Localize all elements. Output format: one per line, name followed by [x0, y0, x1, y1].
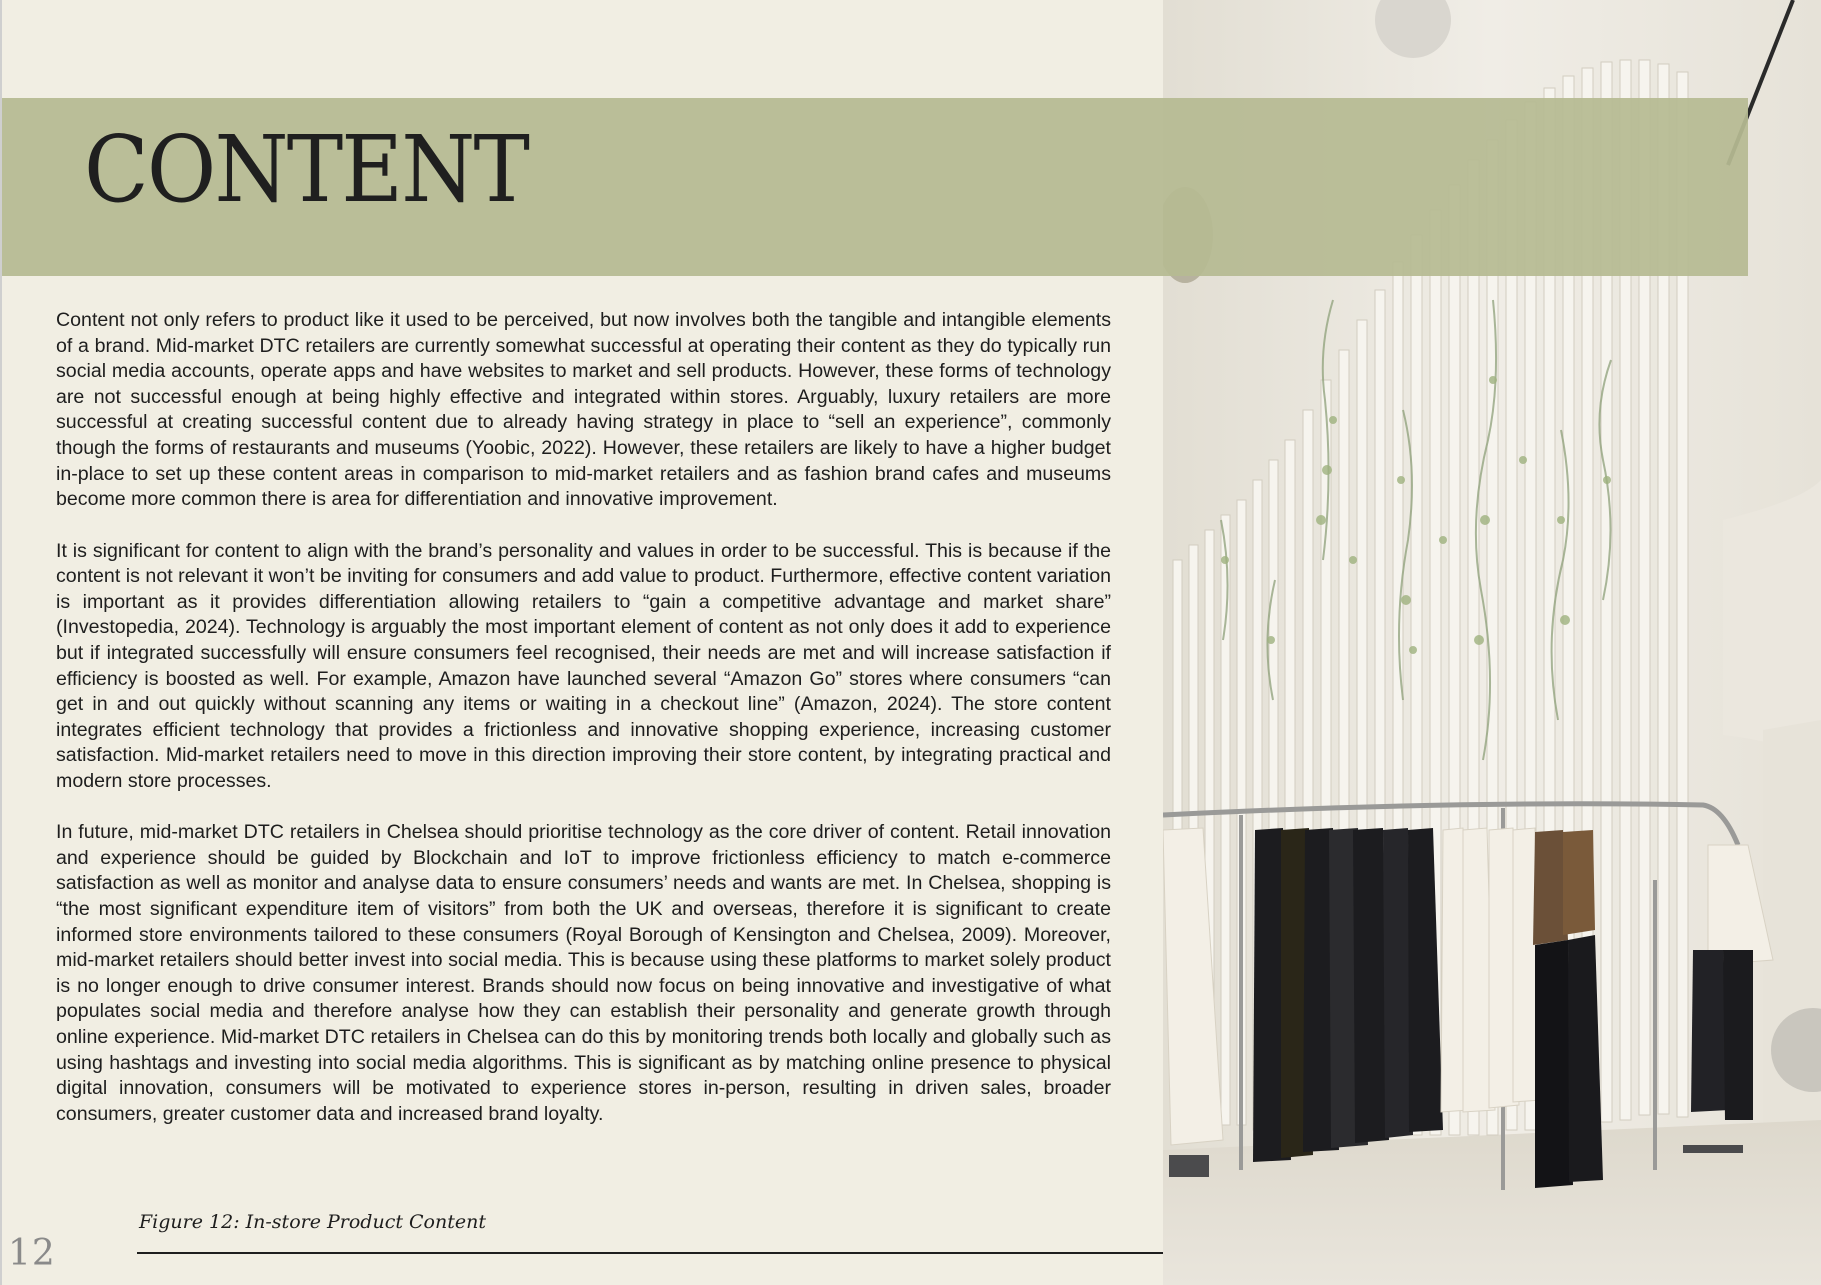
paragraph-2: It is significant for content to align with the brand’s personality and values in order to be successful. This is because if the content is not relevant it won’t be inviting for consumers and add value to product. Furthermore, effective content variation is important as it provides differentiation allowing retailers to “gain a competitive advantage and market share” (Investopedia, 2024). Technology is arguably the most important element of content as not only does it add to experience but if integrated successfully will ensure consumers feel recognised, their needs are met and will increase satisfaction if efficiency is boosted as well. For example, Amazon have launched several “Amazon Go” stores where consumers “can get in and out quickly without scanning any items or waiting in a checkout line” (Amazon, 2024). The store content integrates efficient technology that provides a frictionless and innovative shopping experience, increasing customer satisfaction. Mid-market retailers need to move in this direction improving their store content, by integrating practical and modern store processes.: [56, 539, 1111, 792]
body-text: [56, 308, 1111, 1153]
page-title: CONTENT: [84, 116, 529, 223]
paragraph-1: Content not only refers to product like it used to be perceived, but now involves both the tangible and intangible elements of a brand. Mid-market DTC retailers are currently somewhat successful at operating their content as they do typically run social media accounts, operate apps and have websites to market and sell products. However, these forms of technology are not successful enough at being highly effective and integrated within stores. Arguably, luxury retailers are more successful at creating successful content due to already having strategy in place to “sell an experience”, commonly though the forms of restaurants and museums (Yoobic, 2022). However, these retailers are likely to have a higher budget in-place to set up these content areas in comparison to mid-market retailers and as fashion brand cafes and museums become more common there is area for differentiation and innovative improvement.: [56, 309, 1111, 511]
figure-caption: Figure 12: In-store Product Content: [139, 1211, 486, 1233]
caption-rule: [137, 1252, 1163, 1254]
page-number: 12: [8, 1233, 56, 1274]
paragraph-3: In future, mid-market DTC retailers in Chelsea should prioritise technology as the core driver of content. Retail innovation and experience should be guided by Blockchain and IoT to improve frictionless efficiency to match e-commerce satisfaction as well as monitor and analyse data to ensure consumers’ needs and wants are met. In Chelsea, shopping is “the most significant expenditure item of visitors” from both the UK and overseas, therefore it is significant to create informed store environments tailored to these consumers (Royal Borough of Kensington and Chelsea, 2009). Moreover, mid-market retailers should better invest into social media. This is because using these platforms to market solely product is no longer enough to drive consumer interest. Brands should now focus on being innovative and investigative of what populates social media and therefore analyse how they can establish their personality and generate growth through online experience. Mid-market DTC retailers in Chelsea can do this by monitoring trends both locally and globally such as using hashtags and investing into social media algorithms. This is significant as by matching online presence to physical digital innovation, consumers will be motivated to experience stores in-person, resulting in driven sales, broader consumers, greater customer data and increased brand loyalty.: [56, 821, 1111, 1125]
